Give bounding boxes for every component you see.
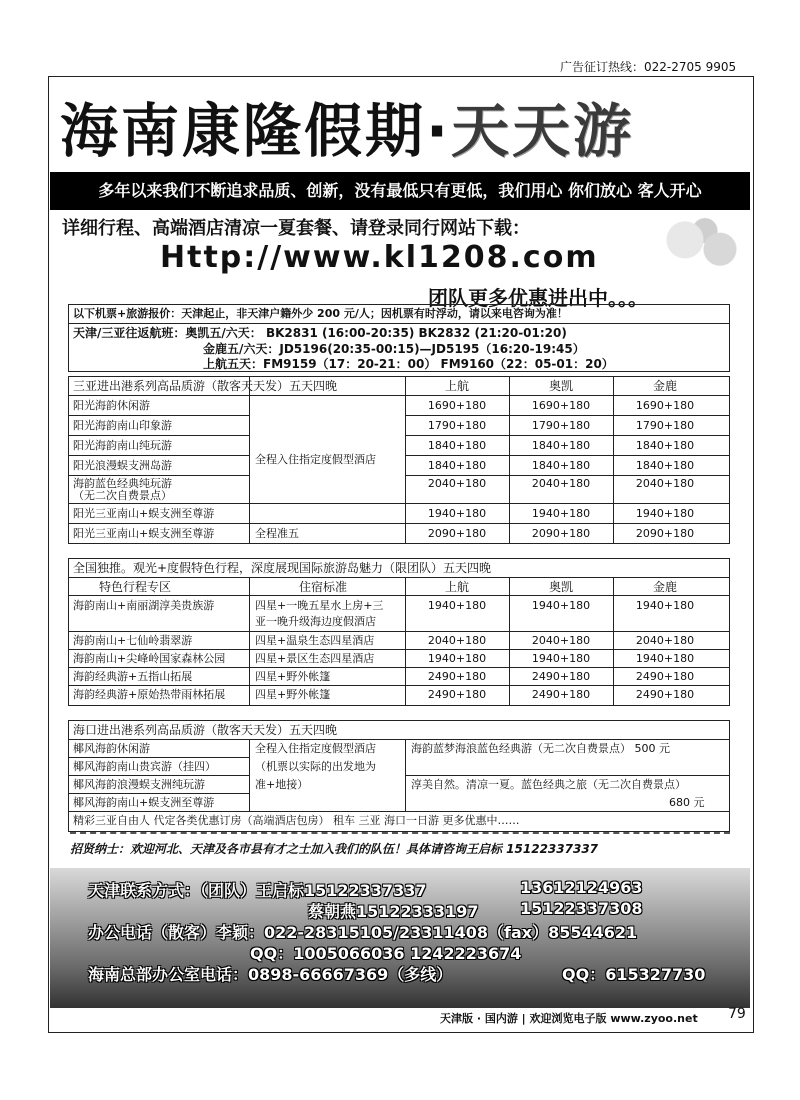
price: 2040+180 (635, 634, 695, 647)
price: 1940+180 (635, 599, 695, 612)
offer-line: 海韵蓝梦海浪蓝色经典游（无二次自费景点） 500 元 (411, 742, 670, 755)
table-row: 海韵南山+尖峰岭国家森林公园 (73, 652, 226, 665)
col-header: 特色行程专区 (99, 580, 172, 594)
stay-standard: 四星+野外帐篷 (255, 670, 331, 683)
hq-phone: 海南总部办公室电话：0898-66667369（多线） (88, 965, 453, 984)
price: 1840+180 (635, 439, 695, 452)
table-row: 椰风海韵浪漫蜈支洲纯玩游 (73, 778, 205, 791)
recruit-banner: 招贤纳士：欢迎河北、天津及各市县有才之士加入我们的队伍！具体请咨询王启标 15122337337 (70, 832, 730, 870)
stay-standard: 四星+温泉生态四星酒店 (255, 634, 375, 647)
col-header: 奥凯 (548, 379, 573, 393)
stay-standard: 亚一晚升级海边度假酒店 (255, 615, 376, 628)
table-row: 海韵蓝色经典纯玩游 (73, 477, 172, 490)
table-row: 阳光海韵南山纯玩游 (73, 439, 172, 452)
price: 1840+180 (531, 459, 591, 472)
price: 2490+180 (635, 670, 695, 683)
price: 1690+180 (531, 399, 591, 412)
col-header: 上航 (444, 580, 469, 594)
haikou-title: 海口进出港系列高品质游（散客天天发）五天四晚 (73, 723, 338, 737)
detail-line: 详细行程、高端酒店清凉一夏套餐、请登录同行网站下载： (62, 218, 530, 239)
contact-team: 天津联系方式：（团队）王启标15122337337 (88, 881, 427, 900)
flower-decoration (650, 212, 750, 274)
price: 2040+180 (427, 477, 487, 490)
price: 2040+180 (531, 477, 591, 490)
table-row: （无二次自费景点） (73, 489, 172, 502)
title-accent: 天天游 (451, 97, 635, 165)
hotel-note: （机票以实际的出发地为 (255, 760, 376, 773)
table-row: 阳光海韵休闲游 (73, 399, 150, 412)
price: 1940+180 (531, 599, 591, 612)
price: 2090+180 (427, 527, 487, 540)
table-row: 海韵经典游+五指山拓展 (73, 670, 193, 683)
price: 2090+180 (531, 527, 591, 540)
contact-team-phone: 13612124963 (520, 878, 643, 897)
flight-line-3: 上航五天：FM9159（17：20-21：00） FM9160（22：05-01：20） (203, 357, 614, 371)
hotel-note: 准+地接） (255, 778, 309, 791)
price: 1940+180 (427, 652, 487, 665)
website-link[interactable]: Http://www.kl1208.com (160, 240, 599, 275)
hq-qq: QQ：615327730 (562, 965, 706, 984)
table-row: 椰风海韵南山贵宾游（挂四） (73, 760, 216, 773)
price: 2490+180 (427, 670, 487, 683)
price: 2490+180 (531, 670, 591, 683)
price: 2040+180 (531, 634, 591, 647)
footer: 天津版 · 国内游 | 欢迎浏览电子版 www.zyoo.net (440, 1012, 698, 1025)
price: 1840+180 (427, 459, 487, 472)
flight-info-box (68, 304, 730, 372)
table-row: 阳光浪漫蜈支洲岛游 (73, 459, 172, 472)
col-header: 金鹿 (652, 379, 677, 393)
stay-standard: 四星+野外帐篷 (255, 688, 331, 701)
page-title (60, 84, 740, 168)
price: 1940+180 (635, 507, 695, 520)
team-deal: 团队更多优惠进出中。。。 (428, 286, 648, 310)
hotel-note: 全程入住指定度假型酒店 (255, 742, 376, 755)
price: 1840+180 (531, 439, 591, 452)
table-row: 椰风海韵休闲游 (73, 742, 150, 755)
hotel-note: 全程准五 (255, 527, 299, 540)
price: 1840+180 (635, 459, 695, 472)
extra-services: 精彩三亚自由人 代定各类优惠订房（高端酒店包房） 租车 三亚 海口一日游 更多优惠中…… (73, 814, 520, 827)
price: 1940+180 (531, 507, 591, 520)
contact-panel (50, 868, 750, 1008)
price: 1790+180 (427, 419, 487, 432)
price: 1790+180 (635, 419, 695, 432)
contact-person: 蔡朝燕15122333197 (308, 902, 479, 921)
table-row: 阳光三亚南山+蜈支洲至尊游 (73, 507, 215, 520)
table-row: 海韵南山+七仙岭翡翠游 (73, 634, 193, 647)
table-row: 海韵经典游+原始热带雨林拓展 (73, 688, 226, 701)
contact-person-phone: 15122337308 (520, 899, 643, 918)
table-row: 阳光三亚南山+蜈支洲至尊游 (73, 527, 215, 540)
price: 2490+180 (427, 688, 487, 701)
title-main: 海南康隆假期· (60, 97, 452, 165)
table-row: 椰风海韵南山+蜈支洲至尊游 (73, 796, 215, 809)
price: 1940+180 (531, 652, 591, 665)
price-notice: 以下机票+旅游报价：天津起止，非天津户籍外少 200 元/人；因机票有时浮动，请以来电咨询为准！ (73, 307, 568, 320)
price: 1690+180 (427, 399, 487, 412)
price: 1690+180 (635, 399, 695, 412)
price: 1790+180 (531, 419, 591, 432)
flight-line-2: 金鹿五/六天：JD5196(20:35-00:15)—JD5195（16:20-19:45） (203, 342, 585, 356)
price: 1940+180 (427, 507, 487, 520)
price: 2090+180 (635, 527, 695, 540)
national-title: 全国独推。观光+度假特色行程，深度展现国际旅游岛魅力（限团队）五天四晚 (73, 561, 492, 575)
office-phone: 办公电话（散客）李颖：022-28315105/23311408（fax）85544621 (88, 923, 638, 942)
col-header: 上航 (444, 379, 469, 393)
page-number: 79 (728, 1006, 746, 1022)
sanya-table (68, 376, 730, 544)
price: 2490+180 (635, 688, 695, 701)
col-header: 金鹿 (652, 580, 677, 594)
hotel-note: 全程入住指定度假型酒店 (255, 453, 376, 466)
national-table (68, 558, 730, 706)
stay-standard: 四星+景区生态四星酒店 (255, 652, 375, 665)
price: 2490+180 (531, 688, 591, 701)
price: 1940+180 (635, 652, 695, 665)
price: 1840+180 (427, 439, 487, 452)
ad-hotline: 广告征订热线：022-2705 9905 (560, 60, 737, 74)
qq-numbers: QQ：1005066036 1242223674 (250, 944, 522, 963)
price: 2040+180 (427, 634, 487, 647)
sanya-title: 三亚进出港系列高品质游（散客天天发）五天四晚 (73, 379, 338, 393)
flight-line-1: 天津/三亚往返航班：奥凯五/六天： BK2831 (16:00-20:35) BK2832 (21:20-01:20) (73, 326, 567, 340)
col-header: 住宿标准 (299, 580, 348, 594)
slogan-bar: 多年以来我们不断追求品质、创新，没有最低只有更低，我们用心 你们放心 客人开心 (50, 172, 750, 210)
price: 2040+180 (635, 477, 695, 490)
col-header: 奥凯 (548, 580, 573, 594)
price: 1940+180 (427, 599, 487, 612)
haikou-table (68, 720, 730, 832)
stay-standard: 四星+一晚五星水上房+三 (255, 599, 384, 612)
offer-line: 淳美自然。清凉一夏。蓝色经典之旅（无二次自费景点） (411, 778, 686, 791)
table-row: 海韵南山+南丽湖淳美贵族游 (73, 599, 215, 612)
offer-price: 680 元 (669, 796, 705, 809)
table-row: 阳光海韵南山印象游 (73, 419, 172, 432)
